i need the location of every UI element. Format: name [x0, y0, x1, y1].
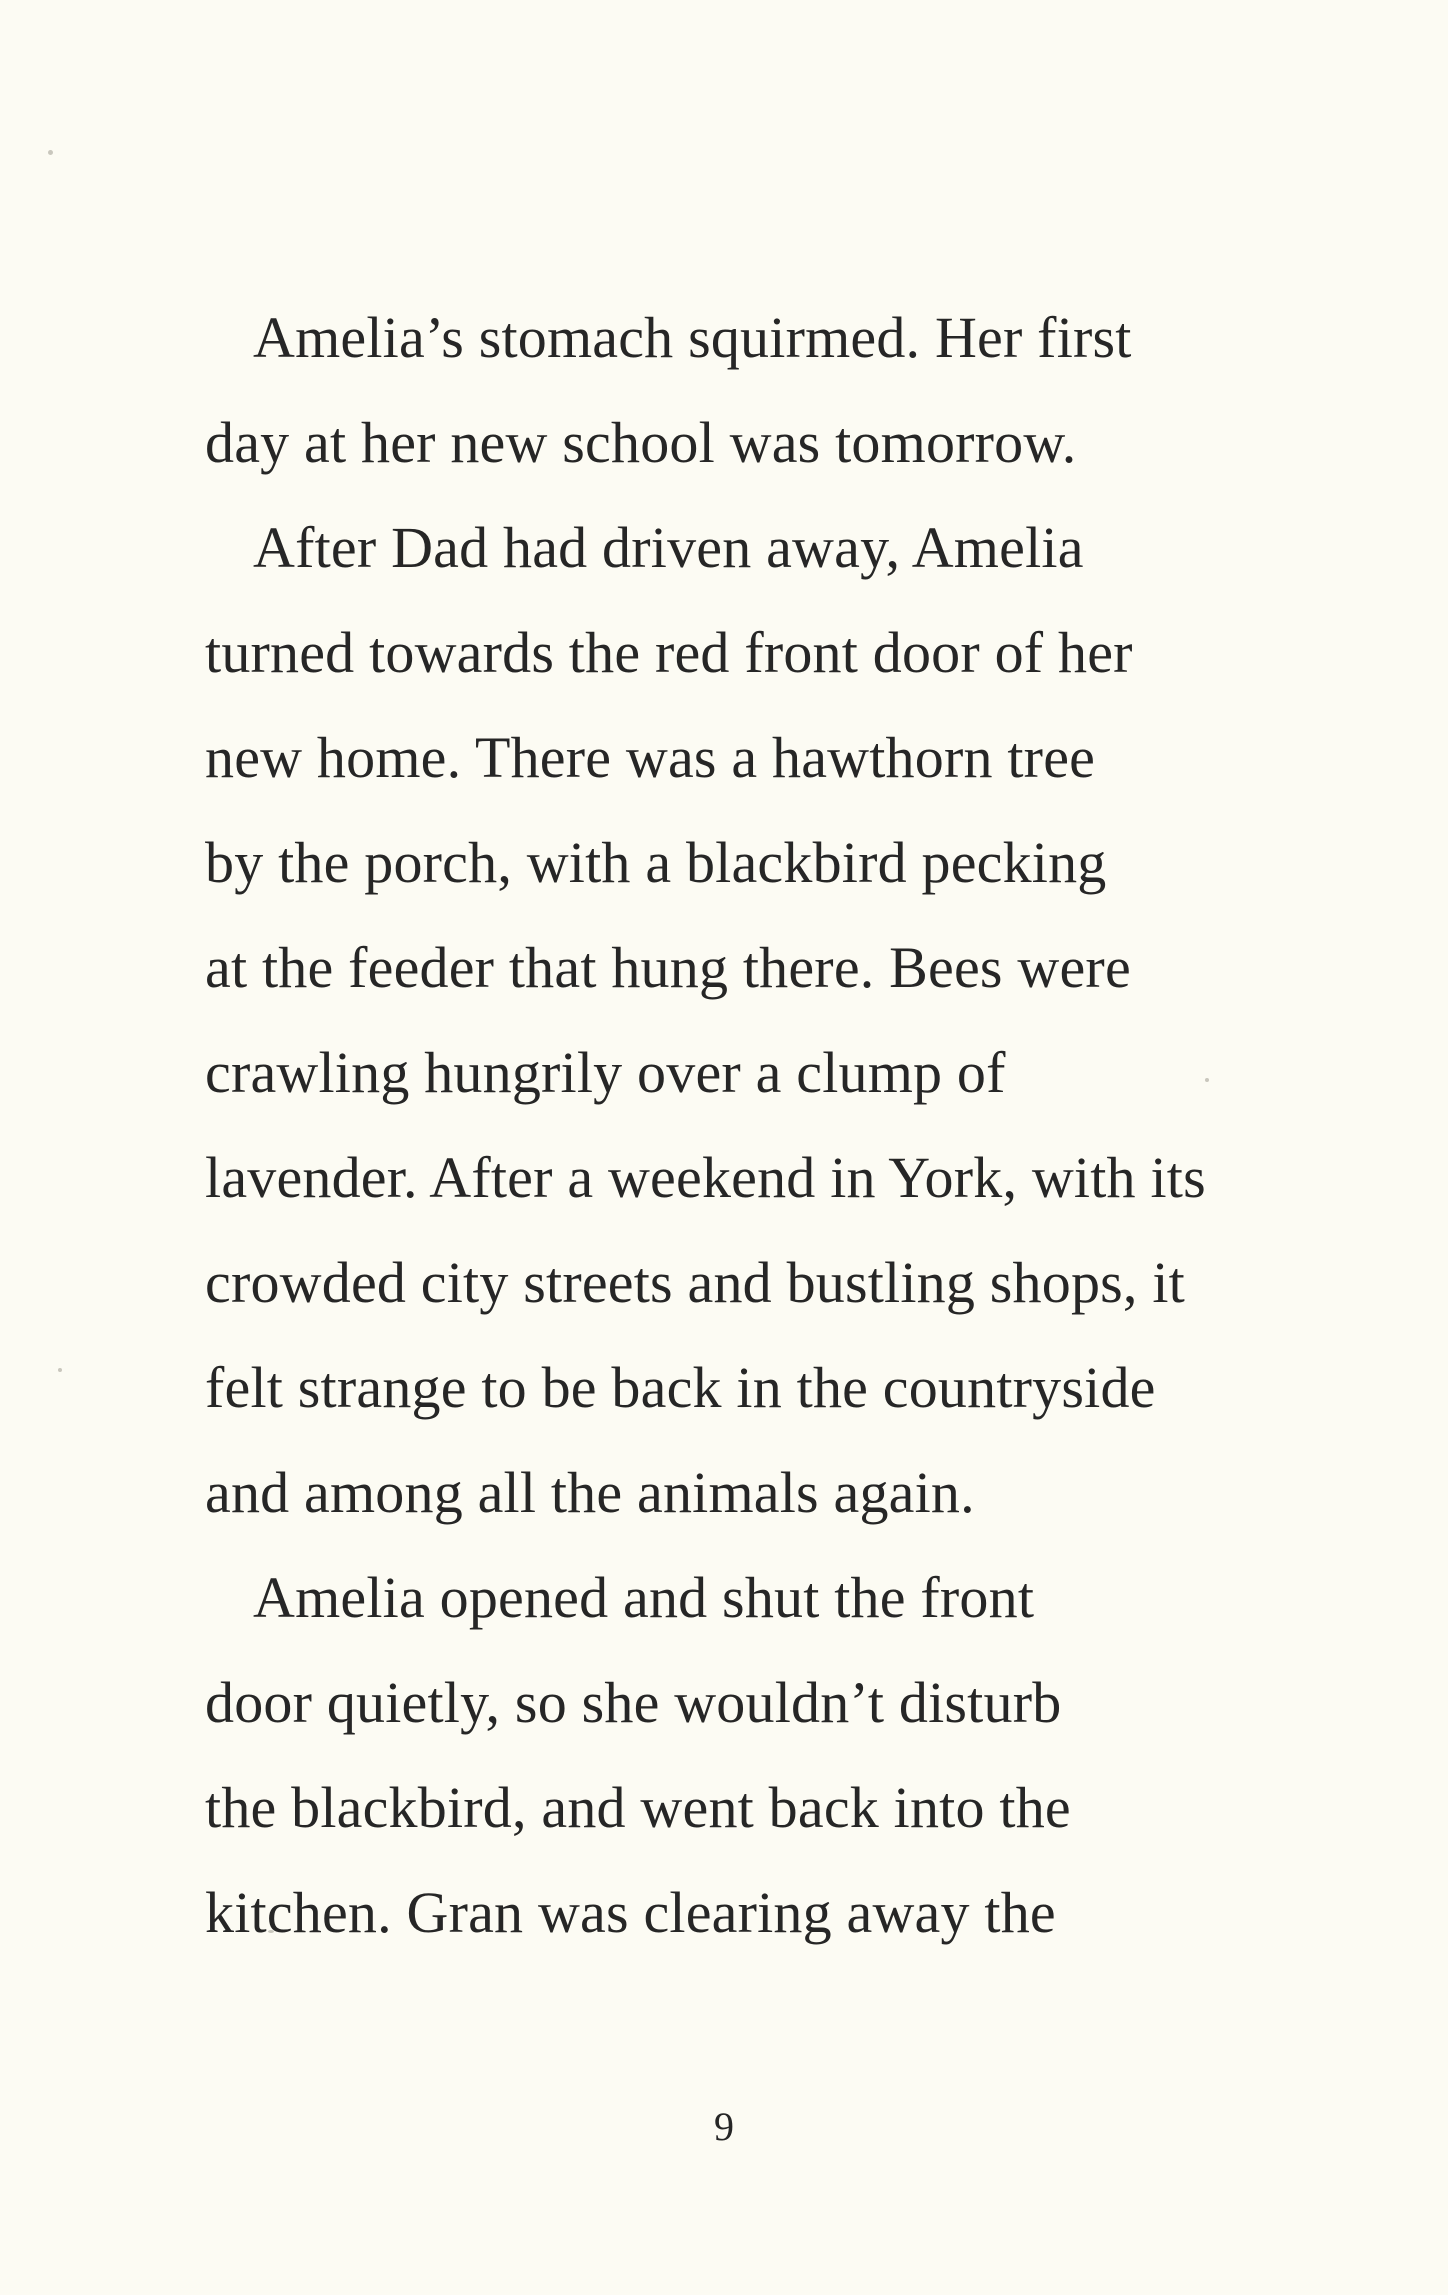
- body-text: [205, 285, 1335, 1965]
- paper-speck: [48, 150, 53, 155]
- paper-speck: [58, 1368, 62, 1372]
- text-line: and among all the animals again.: [205, 1460, 975, 1525]
- text-line: by the porch, with a blackbird pecking: [205, 830, 1107, 895]
- text-line: door quietly, so she wouldn’t disturb: [205, 1670, 1062, 1735]
- text-line: Amelia’s stomach squirmed. Her first: [253, 305, 1132, 370]
- text-line: new home. There was a hawthorn tree: [205, 725, 1096, 790]
- text-line: crawling hungrily over a clump of: [205, 1040, 1006, 1105]
- text-line: at the feeder that hung there. Bees were: [205, 935, 1131, 1000]
- text-line: After Dad had driven away, Amelia: [253, 515, 1084, 580]
- text-line: felt strange to be back in the countryside: [205, 1355, 1156, 1420]
- text-line: turned towards the red front door of her: [205, 620, 1133, 685]
- page-number: 9: [714, 2104, 734, 2149]
- text-line: crowded city streets and bustling shops, it: [205, 1250, 1185, 1315]
- text-line: lavender. After a weekend in York, with its: [205, 1145, 1206, 1210]
- text-line: the blackbird, and went back into the: [205, 1775, 1071, 1840]
- text-line: Amelia opened and shut the front: [253, 1565, 1035, 1630]
- text-line: kitchen. Gran was clearing away the: [205, 1880, 1056, 1945]
- text-line: day at her new school was tomorrow.: [205, 410, 1077, 475]
